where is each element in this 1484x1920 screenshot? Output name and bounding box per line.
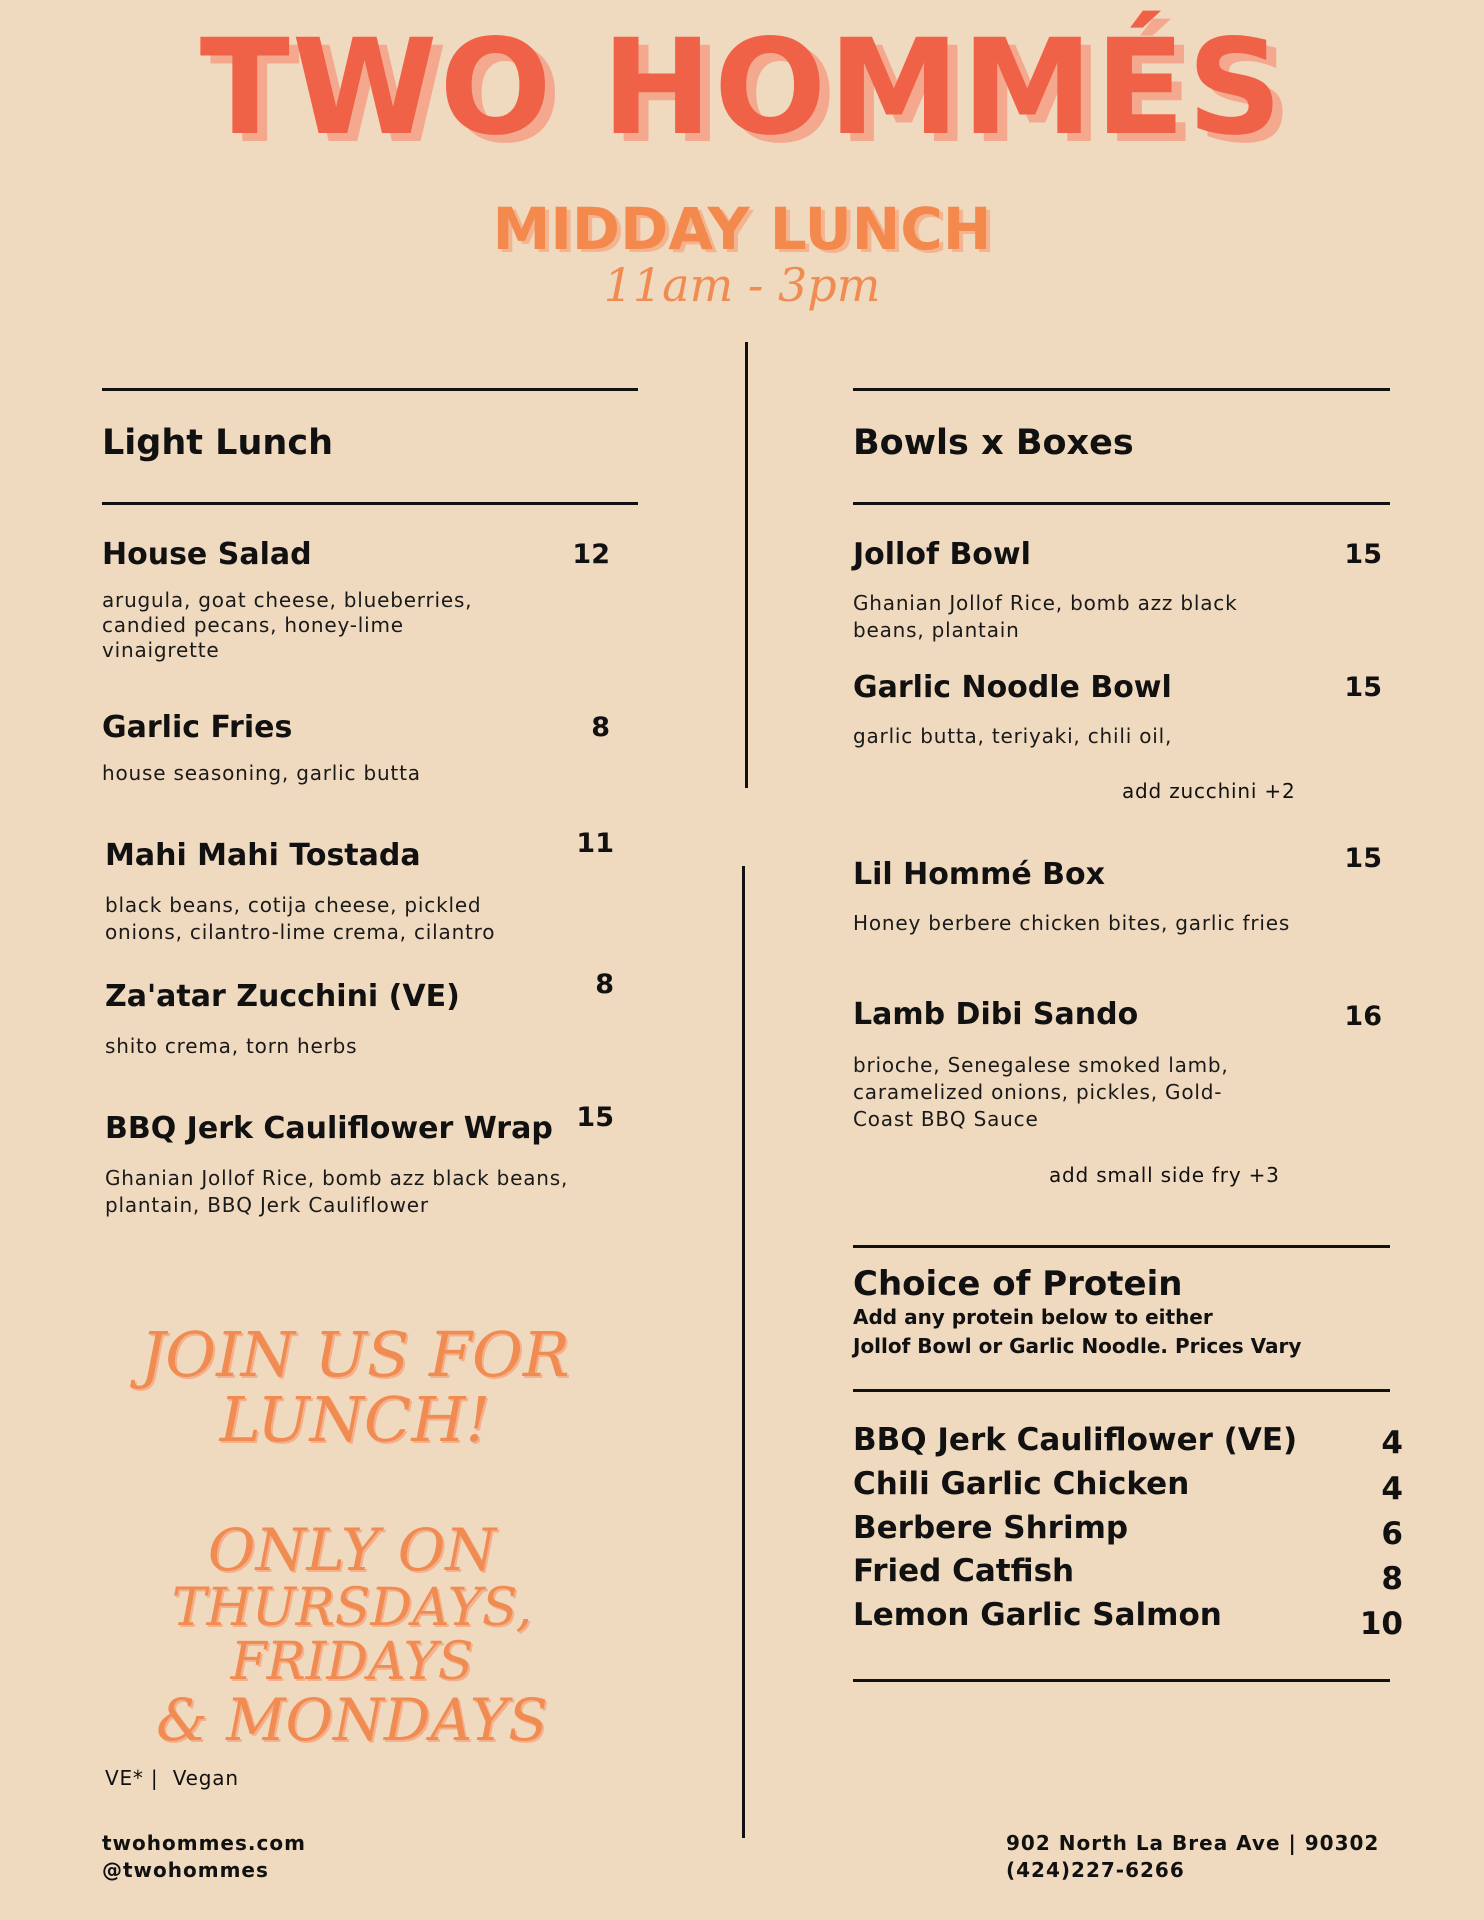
menu-subtitle: MIDDAY LUNCH <box>492 195 992 263</box>
menu-item-description: brioche, Senegalese smoked lamb, caramelized onions, pickles, Gold-Coast BBQ Sauce <box>853 1053 1229 1131</box>
light-lunch-top-rule <box>102 388 638 391</box>
menu-item-description: garlic butta, teriyaki, chili oil, <box>853 724 1173 748</box>
protein-item-price: 4 <box>1381 1471 1403 1507</box>
menu-item-price: 16 <box>1344 1001 1382 1032</box>
protein-mid-rule <box>853 1389 1390 1392</box>
protein-item-price: 6 <box>1381 1516 1403 1552</box>
menu-item-description: Honey berbere chicken bites, garlic fries <box>853 911 1291 935</box>
menu-item-price: 15 <box>1344 672 1382 703</box>
column-divider-bottom <box>742 866 745 1838</box>
menu-item-name: Garlic Fries <box>102 710 293 745</box>
protein-note-line: Add any protein below to either <box>853 1305 1213 1329</box>
menu-item-name: Za'atar Zucchini (VE) <box>105 979 460 1014</box>
restaurant-title: TWO HOMMÉS <box>199 11 1285 165</box>
light-lunch-heading: Light Lunch <box>102 423 333 463</box>
footer-contact-left <box>102 1830 306 1884</box>
bowls-bottom-rule <box>853 502 1390 505</box>
menu-item-description: arugula, goat cheese, blueberries, candied pecans, honey-lime vinaigrette <box>102 588 473 662</box>
bowls-top-rule <box>853 388 1390 391</box>
menu-item-price: 12 <box>572 539 610 570</box>
phone-number[interactable]: (424)227-6266 <box>1006 1858 1185 1882</box>
menu-item-price: 8 <box>591 712 610 743</box>
menu-item-description: black beans, cotija cheese, pickled onions, cilantro-lime crema, cilantro <box>105 893 496 944</box>
bowls-heading: Bowls x Boxes <box>853 423 1134 463</box>
column-divider-top <box>745 342 748 788</box>
website-link[interactable]: twohommes.com <box>102 1831 306 1855</box>
menu-item-price: 8 <box>595 969 614 1000</box>
menu-item-addon: add small side fry +3 <box>1049 1163 1280 1187</box>
protein-item-name: Berbere Shrimp <box>853 1510 1129 1546</box>
protein-item-price: 4 <box>1381 1425 1403 1461</box>
menu-item-description: Ghanian Jollof Rice, bomb azz black beans, plantain <box>853 591 1238 642</box>
protein-item-name: Lemon Garlic Salmon <box>853 1597 1222 1633</box>
menu-item-name: House Salad <box>102 537 312 572</box>
menu-item-price: 15 <box>1344 539 1382 570</box>
menu-item-price: 15 <box>1344 843 1382 874</box>
protein-item-name: BBQ Jerk Cauliflower (VE) <box>853 1422 1298 1458</box>
protein-item-price: 10 <box>1359 1606 1403 1642</box>
social-handle[interactable]: @twohommes <box>102 1858 269 1882</box>
protein-bottom-rule <box>853 1679 1390 1682</box>
menu-item-name: Jollof Bowl <box>853 537 1031 572</box>
protein-note-line: Jollof Bowl or Garlic Noodle. Prices Vary <box>853 1334 1302 1358</box>
menu-item-name: Lil Hommé Box <box>853 857 1105 892</box>
menu-item-addon: add zucchini +2 <box>1122 779 1296 803</box>
menu-item-name: Garlic Noodle Bowl <box>853 670 1172 705</box>
protein-item-name: Chili Garlic Chicken <box>853 1466 1190 1502</box>
promo-days-text <box>62 1516 642 1755</box>
promo-line: LUNCH! <box>219 1383 491 1457</box>
menu-item-price: 15 <box>576 1102 614 1133</box>
light-lunch-bottom-rule <box>102 502 638 505</box>
menu-item-price: 11 <box>576 828 614 859</box>
menu-item-name: Lamb Dibi Sando <box>853 997 1139 1032</box>
protein-note <box>853 1303 1373 1361</box>
protein-top-rule <box>853 1245 1390 1248</box>
promo-lunch-text <box>120 1318 590 1457</box>
menu-hours: 11am - 3pm <box>603 258 881 312</box>
menu-item-name: Mahi Mahi Tostada <box>105 838 421 873</box>
menu-item-description: Ghanian Jollof Rice, bomb azz black beans, plantain, BBQ Jerk Cauliflower <box>105 1166 569 1217</box>
protein-item-price: 8 <box>1381 1561 1403 1597</box>
protein-heading: Choice of Protein <box>853 1264 1183 1304</box>
vegan-legend: VE* | Vegan <box>105 1766 239 1790</box>
menu-item-name: BBQ Jerk Cauliflower Wrap <box>105 1111 553 1146</box>
promo-line: THURSDAYS, FRIDAYS <box>171 1577 533 1693</box>
footer-contact-right <box>1006 1830 1379 1884</box>
menu-item-description: shito crema, torn herbs <box>105 1034 358 1058</box>
protein-item-name: Fried Catfish <box>853 1553 1075 1589</box>
promo-line: JOIN US FOR <box>140 1318 570 1391</box>
promo-line: ONLY ON <box>207 1516 497 1584</box>
promo-line: & MONDAYS <box>156 1686 548 1755</box>
menu-item-description: house seasoning, garlic butta <box>102 761 421 785</box>
address: 902 North La Brea Ave | 90302 <box>1006 1831 1380 1855</box>
